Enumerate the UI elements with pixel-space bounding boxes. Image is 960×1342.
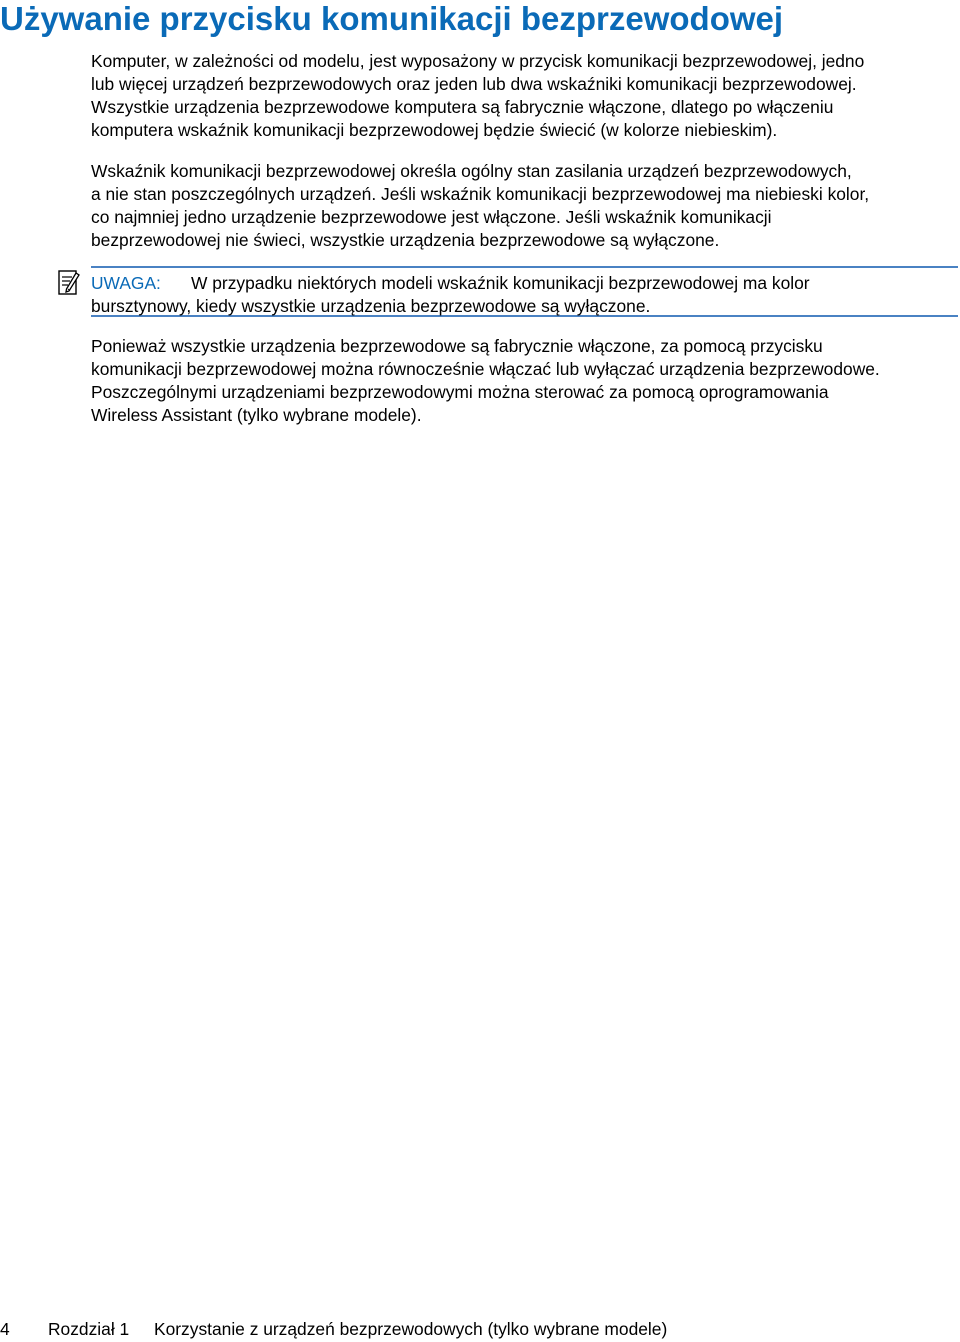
chapter-label: Rozdział 1 — [48, 1319, 130, 1339]
paragraph-intro — [91, 50, 960, 142]
paragraph-line: komputera wskaźnik komunikacji bezprzewodowej będzie świecić (w kolorze niebieskim). — [91, 120, 778, 140]
note-text — [91, 272, 810, 318]
paragraph-line: Komputer, w zależności od modelu, jest wyposażony w przycisk komunikacji bezprzewodowej, jedno — [91, 51, 865, 71]
paragraph-indicator — [91, 160, 960, 252]
paragraph-line: Ponieważ wszystkie urządzenia bezprzewodowe są fabrycznie włączone, za pomocą przycisku — [91, 336, 823, 356]
paragraph-switching — [91, 335, 960, 427]
page-number: 4 — [0, 1319, 10, 1339]
paragraph-line: Wireless Assistant (tylko wybrane modele). — [91, 405, 422, 425]
note-box — [91, 266, 958, 317]
paragraph-line: komunikacji bezprzewodowej można równocześnie włączać lub wyłączać urządzenia bezprzewodowe. — [91, 359, 880, 379]
paragraph-line: lub więcej urządzeń bezprzewodowych oraz jeden lub dwa wskaźniki komunikacji bezprzewodowej. — [91, 74, 857, 94]
paragraph-line: Poszczególnymi urządzeniami bezprzewodowymi można sterować za pomocą oprogramowania — [91, 382, 829, 402]
paragraph-line: bezprzewodowej nie świeci, wszystkie urządzenia bezprzewodowe są wyłączone. — [91, 230, 720, 250]
page-title: Używanie przycisku komunikacji bezprzewodowej — [0, 0, 784, 37]
note-line: bursztynowy, kiedy wszystkie urządzenia bezprzewodowe są wyłączone. — [91, 296, 651, 316]
paragraph-line: a nie stan poszczególnych urządzeń. Jeśli wskaźnik komunikacji bezprzewodowej ma niebieski kolor, — [91, 184, 870, 204]
note-label: UWAGA: — [91, 273, 161, 293]
page-footer — [0, 1318, 667, 1341]
paragraph-line: co najmniej jedno urządzenie bezprzewodowe jest włączone. Jeśli wskaźnik komunikacji — [91, 207, 772, 227]
chapter-title: Korzystanie z urządzeń bezprzewodowych (tylko wybrane modele) — [154, 1319, 668, 1339]
note-line — [91, 272, 810, 295]
note-body: W przypadku niektórych modeli wskaźnik komunikacji bezprzewodowej ma kolor — [191, 273, 810, 293]
paragraph-line: Wskaźnik komunikacji bezprzewodowej określa ogólny stan zasilania urządzeń bezprzewodowych, — [91, 161, 852, 181]
paragraph-line: Wszystkie urządzenia bezprzewodowe komputera są fabrycznie włączone, dlatego po włączeniu — [91, 97, 834, 117]
note-pencil-icon — [58, 270, 80, 296]
